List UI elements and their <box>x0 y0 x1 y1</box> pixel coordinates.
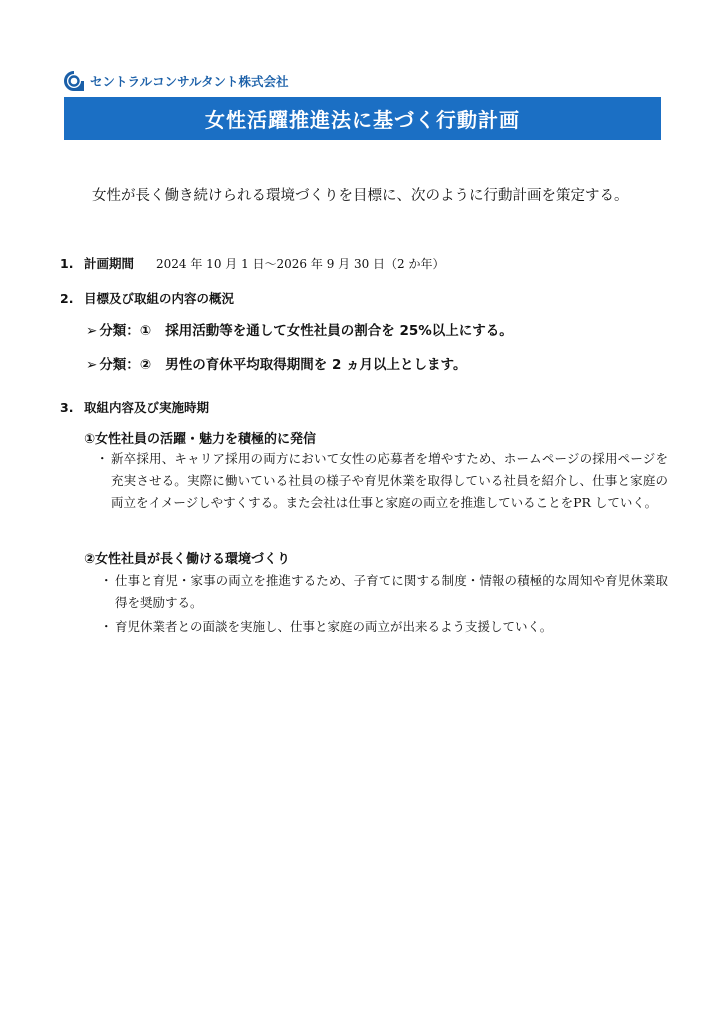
company-header <box>64 70 289 92</box>
section-number: 1. <box>60 256 74 271</box>
measure-2-title: ②女性社員が長く働ける環境づくり <box>84 552 291 567</box>
section-number: 2. <box>60 291 74 306</box>
category-text: 採用活動等を通して女性社員の割合を 25%以上にする。 <box>165 323 513 339</box>
bullet-mark: ・ <box>100 573 113 588</box>
title-banner <box>64 97 661 140</box>
measure-2-bullet-2 <box>100 616 668 638</box>
measure-1-bullet <box>96 448 668 514</box>
section-title: 取組内容及び実施時期 <box>84 400 210 415</box>
category-label: 分類：② <box>99 357 152 373</box>
arrow-bullet-icon: ➢ <box>86 323 98 339</box>
goal-category-2 <box>86 353 466 373</box>
goal-category-1 <box>86 319 513 339</box>
category-label: 分類：① <box>99 323 152 339</box>
measure-1-title: ①女性社員の活躍・魅力を積極的に発信 <box>84 432 317 447</box>
section-number: 3. <box>60 400 74 415</box>
section-goals <box>60 289 234 307</box>
plan-period-value: 2024 年 10 月 1 日～2026 年 9 月 30 日（2 か年） <box>156 257 445 271</box>
measure-2-bullet-1 <box>100 570 668 614</box>
section-plan-period <box>60 254 445 272</box>
category-text: 男性の育休平均取得期間を 2 ヵ月以上とします。 <box>165 357 467 373</box>
bullet-mark: ・ <box>96 451 109 466</box>
company-logo-icon <box>64 71 84 91</box>
section-title: 目標及び取組の内容の概況 <box>84 291 235 306</box>
page-title: 女性活躍推進法に基づく行動計画 <box>205 108 520 132</box>
arrow-bullet-icon: ➢ <box>86 357 98 373</box>
section-measures <box>60 398 209 416</box>
company-name: セントラルコンサルタント株式会社 <box>90 74 289 89</box>
bullet-text: 育児休業者との面談を実施し、仕事と家庭の両立が出来るよう支援していく。 <box>115 619 553 634</box>
intro-text: 女性が長く働き続けられる環境づくりを目標に、次のように行動計画を策定する。 <box>92 188 629 204</box>
bullet-text: 仕事と育児・家事の両立を推進するため、子育てに関する制度・情報の積極的な周知や育児休業取得を奨励する。 <box>115 573 668 610</box>
bullet-text: 新卒採用、キャリア採用の両方において女性の応募者を増やすため、ホームページの採用ページを充実させる。実際に働いている社員の様子や育児休業を取得している社員を紹介し、仕事と家庭の両立をイメージしやすくする。また会社は仕事と家庭の両立を推進していることをPR していく。 <box>111 451 668 510</box>
section-title: 計画期間 <box>84 256 135 271</box>
bullet-mark: ・ <box>100 619 113 634</box>
